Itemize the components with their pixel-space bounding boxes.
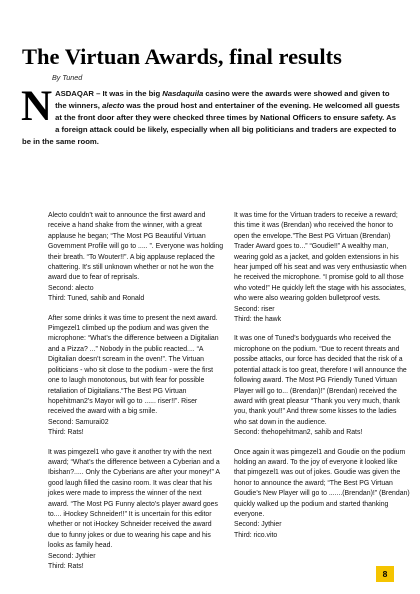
result-second: Second: Jythier bbox=[48, 552, 96, 560]
result-third: Third: rico.vito bbox=[234, 531, 278, 539]
lead-text-3: was the proud host and entertainer of the evening. He welcomed all guests at the front door after they were checked three times by National Officers to ensure safety. As a foreign attack could be likely, especially when all big politicians and traders are expected to be in the same room. bbox=[22, 101, 400, 146]
article-title: The Virtuan Awards, final results bbox=[22, 44, 342, 69]
paragraph bbox=[48, 448, 224, 573]
paragraph bbox=[234, 334, 410, 438]
right-column bbox=[234, 211, 410, 550]
paragraph bbox=[234, 211, 410, 325]
paragraph-body: It was pimgezel1 who gave it another try with the next award; “What’s the difference between a Cyberian and a Ibishan?..... Only the Cyberians are after your money!” A good laugh filled the casino room. It was clear that his jokes were made to impress the winner of the next award. “The Most PG Funny alecto’s player award goes to.... iHockey Schneider!!” It is uncertain for this editor whether or not iHockey Schneider received the award due to funny jokes or due to wearing his cape and his looks as family head. bbox=[48, 448, 220, 550]
result-second: Second: thehopehitman2, sahib and Rats! bbox=[234, 429, 363, 437]
result-second: Second: riser bbox=[234, 305, 275, 313]
paragraph bbox=[48, 314, 224, 439]
page-number: 8 bbox=[382, 569, 388, 579]
page-number-badge bbox=[376, 566, 394, 582]
result-third: Third: the hawk bbox=[234, 316, 282, 324]
article-lead bbox=[21, 83, 400, 148]
drop-cap: N bbox=[21, 83, 53, 130]
result-third: Third: Tuned, sahib and Ronald bbox=[48, 295, 145, 303]
left-column bbox=[48, 211, 224, 581]
result-second: Second: Samurai02 bbox=[48, 418, 109, 426]
paragraph-body: After some drinks it was time to present the next award. Pimgezel1 climbed up the podium and was given the microphone: “What’s the difference between a Digitalian and a Pizza? ...” Nobody in the public reacted.... “A Digitalian doesn’t scream in the oven!”. The Virtuan politicians - who sit close to the podium - were the first one to laugh monotonous, but with fear for possible retaliation of Digitalians.“The Best PG Virtuan hopehitman2’s Mayor will go to ...... riser!!”. Riser received the award with a big smile. bbox=[48, 314, 219, 416]
paragraph-body: It was one of Tuned’s bodyguards who received the microphone on the podium. “Due to recent threats and possibe attacks, our force has decided that the risk of a potential attack is too great, therefore I will announce the following award. The Most PG Friendly Tuned Virtuan Player will go to... (Brendan)!” (Brendan) received the award with great pleasur “Thank you very much, thank you, thank you!!” And threw some kisses to the ladies who sat down in the audience. bbox=[234, 335, 407, 426]
lead-italic-1: Nasdaquila bbox=[162, 89, 204, 98]
paragraph-body: It was time for the Virtuan traders to receive a reward; this time it was (Brendan) who received the honor to open the envelope.”The Best PG Virtuan (Brendan) Trader Award goes to...” “Goudie!!” A wealthy man, wearing gold as a jacket, and golden extensions in his hear jumped off his seat and was very enthusiastic when he received the microphone. “I promise gold to all those who voted!” He quickly left the stage with his associates, who were also wearing golden bulletproof vests. bbox=[234, 212, 407, 303]
paragraph bbox=[48, 211, 224, 305]
article-byline: By Tuned bbox=[52, 73, 83, 82]
lead-text-2: casino were the awards were showed and given to the winners, bbox=[55, 89, 390, 110]
result-third: Third: Rats! bbox=[48, 429, 84, 437]
lead-text-1: ASDAQAR – It was in the big bbox=[55, 89, 163, 98]
result-second: Second: Jythier bbox=[234, 521, 282, 529]
result-third: Third: Rats! bbox=[48, 563, 84, 570]
paragraph bbox=[234, 448, 410, 542]
lead-italic-2: alecto bbox=[102, 101, 125, 110]
result-second: Second: alecto bbox=[48, 284, 94, 292]
paragraph-body: Alecto couldn’t wait to announce the first award and receive a hand shake from the winner, with a great applause he began; “The Most PG Beautiful Virtuan Government Profile will go to ..... ”. Everyone was holding their breath. “To Wouter!!”. A big applause replaced the chattering. It’s still unknown whether or not he won the award due to fear of reprisals. bbox=[48, 212, 224, 282]
paragraph-body: Once again it was pimgezel1 and Goudie on the podium holding an award. To the joy of everyone it looked like that pimgezel1 was out of jokes. Goudie was given the honor to announce the award; “The Best PG Virtuan Goudie’s New Player will go to .......(Brendan)!” (Brendan) quickly walked up the podium and started thanking everyone. bbox=[234, 448, 410, 518]
